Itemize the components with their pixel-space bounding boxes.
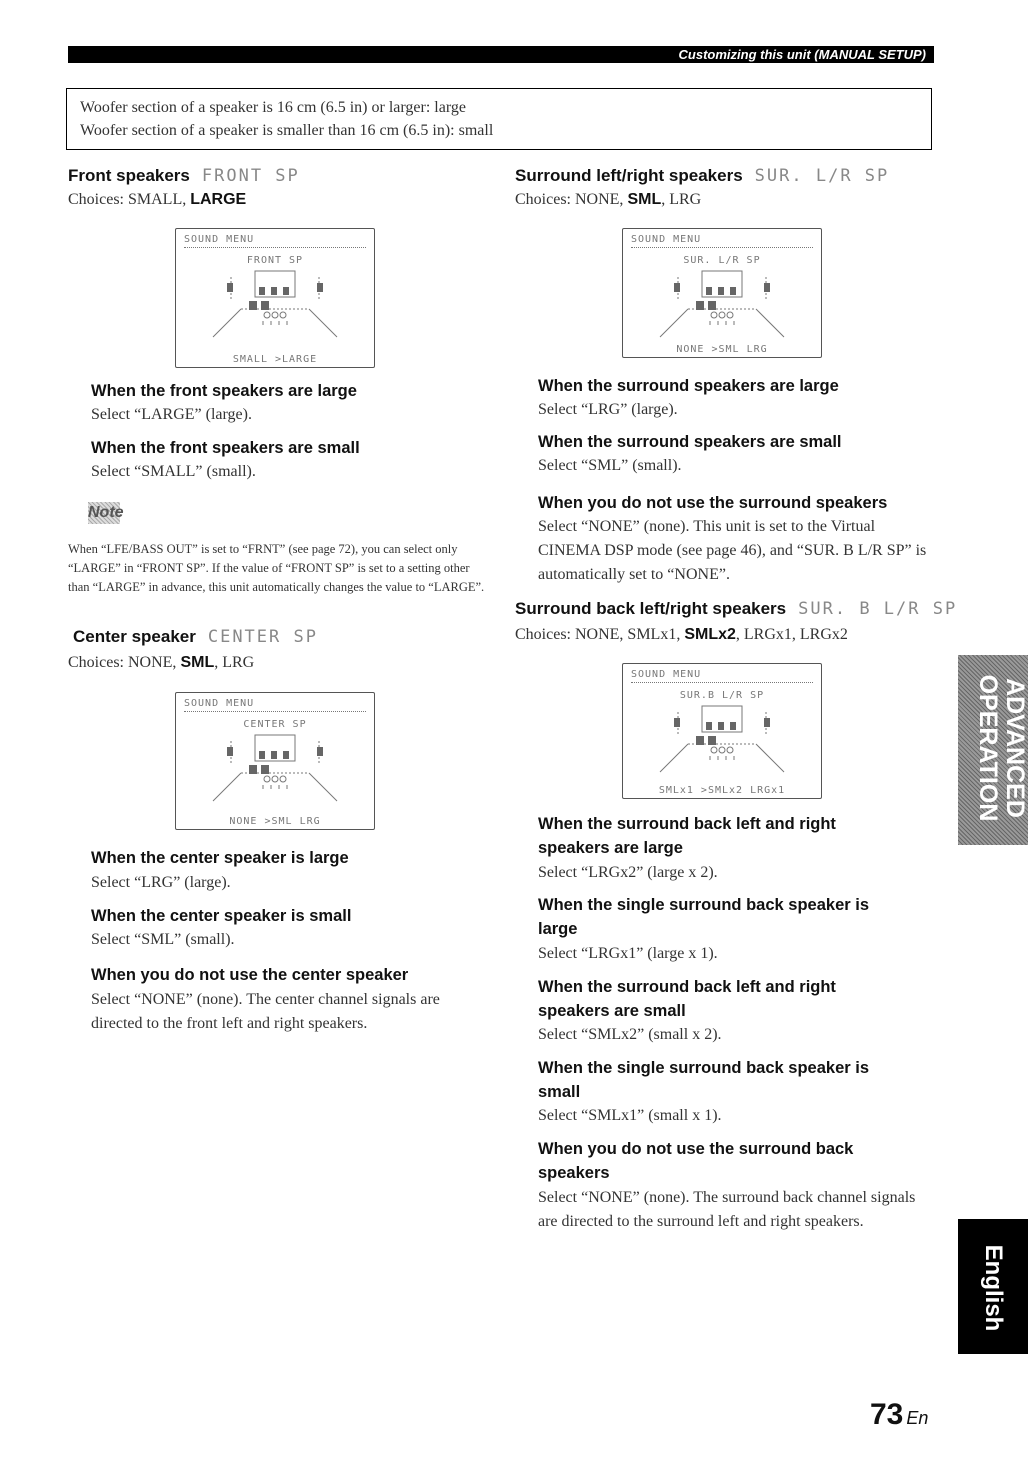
panel-menu-title: SOUND MENU xyxy=(184,697,366,712)
panel-menu-title: SOUND MENU xyxy=(631,668,813,683)
info-line-1: Woofer section of a speaker is 16 cm (6.5 in) or larger: large xyxy=(80,99,466,116)
sb-t2: Select “LRGx1” (large x 1). xyxy=(538,945,718,962)
panel-choices: SMLx1 >SMLx2 LRGx1 xyxy=(658,785,786,796)
note-badge: Note xyxy=(88,502,120,524)
panel-choices: NONE >SML LRG xyxy=(676,344,768,355)
page-number xyxy=(870,1398,928,1432)
surround-choices-default: SML xyxy=(627,191,662,208)
sb-h1: When the surround back left and right speakers are large xyxy=(538,815,836,857)
front-small-text: Select “SMALL” (small). xyxy=(91,463,256,480)
center-none-text: Select “NONE” (none). The center channel signals are directed to the front left and right speakers. xyxy=(91,991,440,1032)
surround-back-choices xyxy=(515,623,848,647)
advanced-operation-tab xyxy=(958,655,1028,845)
surround-title: Surround left/right speakers xyxy=(515,166,743,185)
surround-back-lcd: SUR. B L/R SP xyxy=(798,599,958,619)
surround-back-choices-text: Choices: NONE, SMLx1, xyxy=(515,626,685,643)
front-choices xyxy=(68,188,246,212)
front-sp-display-panel xyxy=(175,228,375,368)
sb-h3: When the surround back left and right speakers are small xyxy=(538,978,836,1020)
speaker-layout-diagram xyxy=(658,704,786,774)
surround-back-choices-rest: , LRGx1, LRGx2 xyxy=(735,626,848,643)
surround-lcd: SUR. L/R SP xyxy=(754,166,890,186)
center-small-heading: When the center speaker is small xyxy=(91,907,352,925)
center-small-text: Select “SML” (small). xyxy=(91,931,235,948)
panel-label: CENTER SP xyxy=(243,719,307,730)
sb-t1: Select “LRGx2” (large x 2). xyxy=(538,864,718,881)
woofer-info-box xyxy=(66,88,932,150)
sb-t5: Select “NONE” (none). The surround back channel signals are directed to the surround left and right speakers. xyxy=(538,1189,916,1230)
panel-menu-title: SOUND MENU xyxy=(184,233,366,248)
surround-small-text: Select “SML” (small). xyxy=(538,457,682,474)
speaker-layout-diagram xyxy=(211,733,339,803)
sb-h5: When you do not use the surround back speakers xyxy=(538,1140,854,1182)
center-large-text: Select “LRG” (large). xyxy=(91,874,231,891)
panel-label: SUR.B L/R SP xyxy=(679,690,765,701)
panel-label: SUR. L/R SP xyxy=(683,255,761,266)
surround-back-choices-default: SMLx2 xyxy=(684,626,736,643)
sb-h4: When the single surround back speaker is small xyxy=(538,1059,870,1101)
front-large-text: Select “LARGE” (large). xyxy=(91,406,252,423)
page-number-value: 73 xyxy=(870,1398,904,1431)
speaker-layout-diagram xyxy=(658,269,786,339)
panel-label: FRONT SP xyxy=(246,255,304,266)
center-choices-rest: , LRG xyxy=(214,654,255,671)
surround-back-title: Surround back left/right speakers xyxy=(515,599,787,618)
surround-large-text: Select “LRG” (large). xyxy=(538,401,678,418)
surround-choices-text: Choices: NONE, xyxy=(515,191,628,208)
front-choices-default: LARGE xyxy=(190,191,247,208)
sb-t3: Select “SMLx2” (small x 2). xyxy=(538,1026,722,1043)
center-choices xyxy=(68,651,254,675)
header-bar xyxy=(68,46,934,63)
panel-choices: NONE >SML LRG xyxy=(229,816,321,827)
surround-none-text: Select “NONE” (none). This unit is set to the Virtual CINEMA DSP mode (see page 46), and “SUR. B L/R SP” is automatically set to “NONE”. xyxy=(538,518,927,583)
front-lcd: FRONT SP xyxy=(201,166,300,186)
page-number-suffix: En xyxy=(906,1408,929,1428)
front-choices-text: Choices: SMALL, xyxy=(68,191,191,208)
surround-small-heading: When the surround speakers are small xyxy=(538,433,842,451)
surround-back-sp-display-panel xyxy=(622,663,822,799)
surround-large-heading: When the surround speakers are large xyxy=(538,377,839,395)
speaker-layout-diagram xyxy=(211,269,339,339)
sb-t4: Select “SMLx1” (small x 1). xyxy=(538,1107,722,1124)
surround-sp-display-panel xyxy=(622,228,822,358)
center-large-heading: When the center speaker is large xyxy=(91,849,349,867)
surround-choices-rest: , LRG xyxy=(661,191,702,208)
panel-menu-title: SOUND MENU xyxy=(631,233,813,248)
center-choices-text: Choices: NONE, xyxy=(68,654,181,671)
header-title: Customizing this unit (MANUAL SETUP) xyxy=(678,47,926,62)
center-lcd: CENTER SP xyxy=(207,627,318,647)
front-title: Front speakers xyxy=(68,166,190,185)
center-sp-display-panel xyxy=(175,692,375,830)
panel-choices: SMALL >LARGE xyxy=(232,354,318,365)
center-speaker-heading xyxy=(73,627,318,647)
front-speakers-heading xyxy=(68,166,300,186)
note-text: When “LFE/BASS OUT” is set to “FRNT” (see page 72), you can select only “LARGE” in “FRONT SP”. If the value of “FRONT SP” is set to a setting other than “LARGE” in advance, this unit automatically changes the value to “LARGE”. xyxy=(68,542,485,594)
advanced-operation-label: ADVANCED OPERATION xyxy=(974,674,1029,822)
front-small-heading: When the front speakers are small xyxy=(91,439,360,457)
surround-speakers-heading xyxy=(515,166,889,186)
english-tab xyxy=(958,1219,1028,1354)
english-label: English xyxy=(980,1244,1007,1332)
front-large-heading: When the front speakers are large xyxy=(91,382,357,400)
surround-back-heading xyxy=(515,599,957,619)
center-title: Center speaker xyxy=(73,627,196,646)
info-line-2: Woofer section of a speaker is smaller than 16 cm (6.5 in): small xyxy=(80,122,494,139)
center-choices-default: SML xyxy=(180,654,215,671)
sb-h2: When the single surround back speaker is large xyxy=(538,896,870,938)
center-none-heading: When you do not use the center speaker xyxy=(91,966,409,984)
surround-choices xyxy=(515,188,701,212)
surround-none-heading: When you do not use the surround speakers xyxy=(538,494,888,512)
